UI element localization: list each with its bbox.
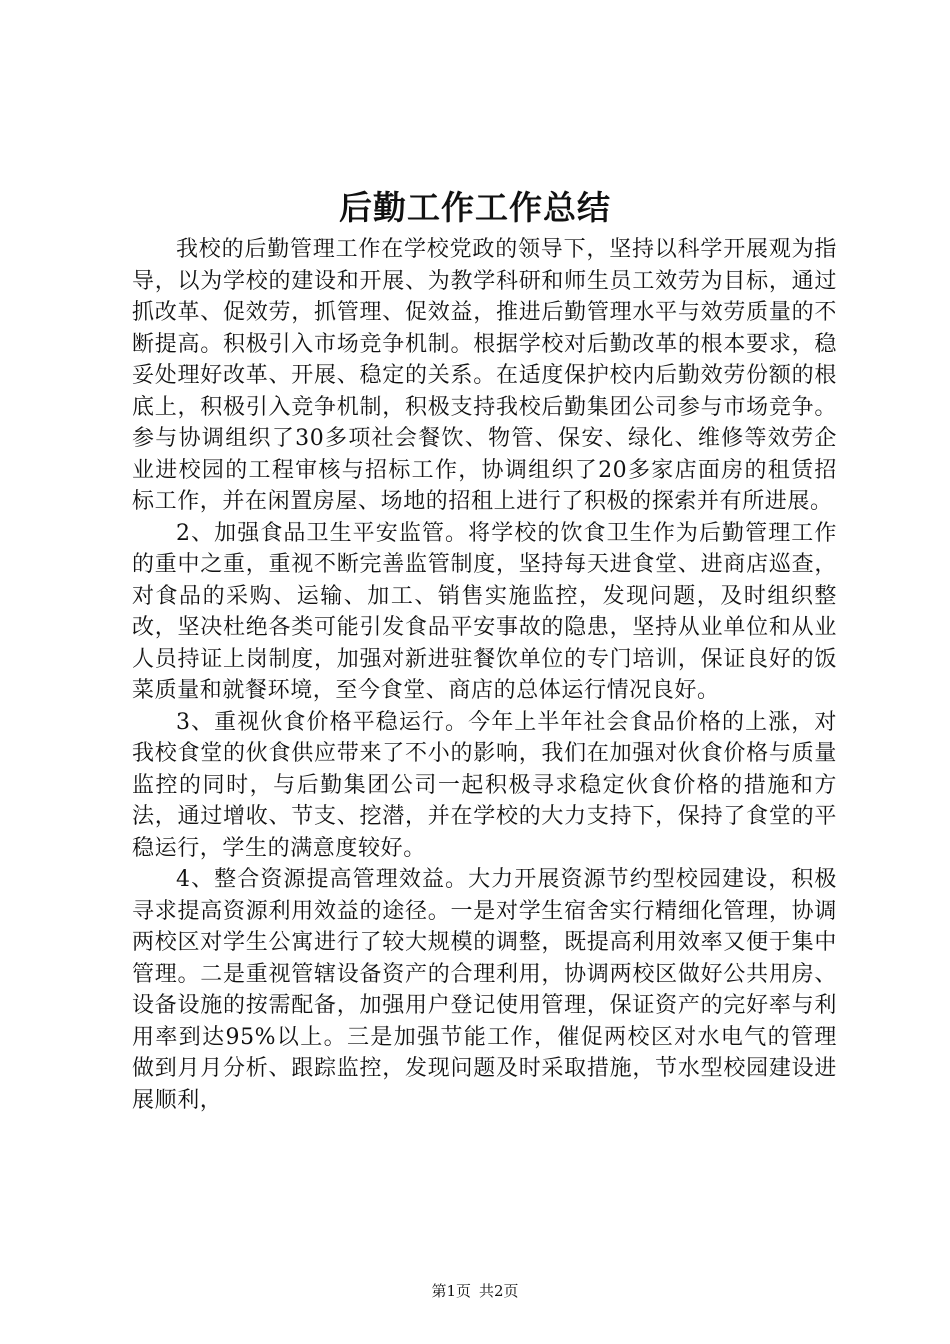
paragraph-resource-integration: 4、整合资源提高管理效益。大力开展资源节约型校园建设，积极寻求提高资源利用效益的途径。一是对学生宿舍实行精细化管理，协调两校区对学生公寓进行了较大规模的调整，既提高利用效率又便于集中管理。二是重视管辖设备资产的合理利用，协调两校区做好公共用房、设备设施的按需配备，加强用户登记使用管理，保证资产的完好率与利用率到达95%以上。三是加强节能工作，催促两校区对水电气的管理做到月月分析、跟踪监控，发现问题及时采取措施，节水型校园建设进展顺利， — [132, 867, 837, 1113]
document-body — [132, 234, 837, 1116]
paragraph-food-safety: 2、加强食品卫生平安监管。将学校的饮食卫生作为后勤管理工作的重中之重，重视不断完善监管制度，坚持每天进食堂、进商店巡查，对食品的采购、运输、加工、销售实施监控，发现问题，及时组织整改，坚决杜绝各类可能引发食品平安事故的隐患，坚持从业单位和从业人员持证上岗制度，加强对新进驻餐饮单位的专门培训，保证良好的饭菜质量和就餐环境，至今食堂、商店的总体运行情况良好。 — [132, 520, 837, 703]
paragraph-food-price: 3、重视伙食价格平稳运行。今年上半年社会食品价格的上涨，对我校食堂的伙食供应带来了不小的影响，我们在加强对伙食价格与质量监控的同时，与后勤集团公司一起积极寻求稳定伙食价格的措施和方法，通过增收、节支、挖潜，并在学校的大力支持下，保持了食堂的平稳运行，学生的满意度较好。 — [132, 709, 837, 861]
paragraph-intro: 我校的后勤管理工作在学校党政的领导下，坚持以科学开展观为指导，以为学校的建设和开展、为教学科研和师生员工效劳为目标，通过抓改革、促效劳，抓管理、促效益，推进后勤管理水平与效劳质量的不断提高。积极引入市场竞争机制。根据学校对后勤改革的根本要求，稳妥处理好改革、开展、稳定的关系。在适度保护校内后勤效劳份额的根底上，积极引入竞争机制，积极支持我校后勤集团公司参与市场竞争。参与协调组织了30多项社会餐饮、物管、保安、绿化、维修等效劳企业进校园的工程审核与招标工作，协调组织了20多家店面房的租赁招标工作，并在闲置房屋、场地的招租上进行了积极的探索并有所进展。 — [132, 237, 837, 514]
page-footer — [0, 1280, 950, 1302]
page-number: 第1页 — [431, 1282, 471, 1300]
page-total: 共2页 — [479, 1282, 519, 1300]
document-title: 后勤工作工作总结 — [339, 188, 611, 227]
